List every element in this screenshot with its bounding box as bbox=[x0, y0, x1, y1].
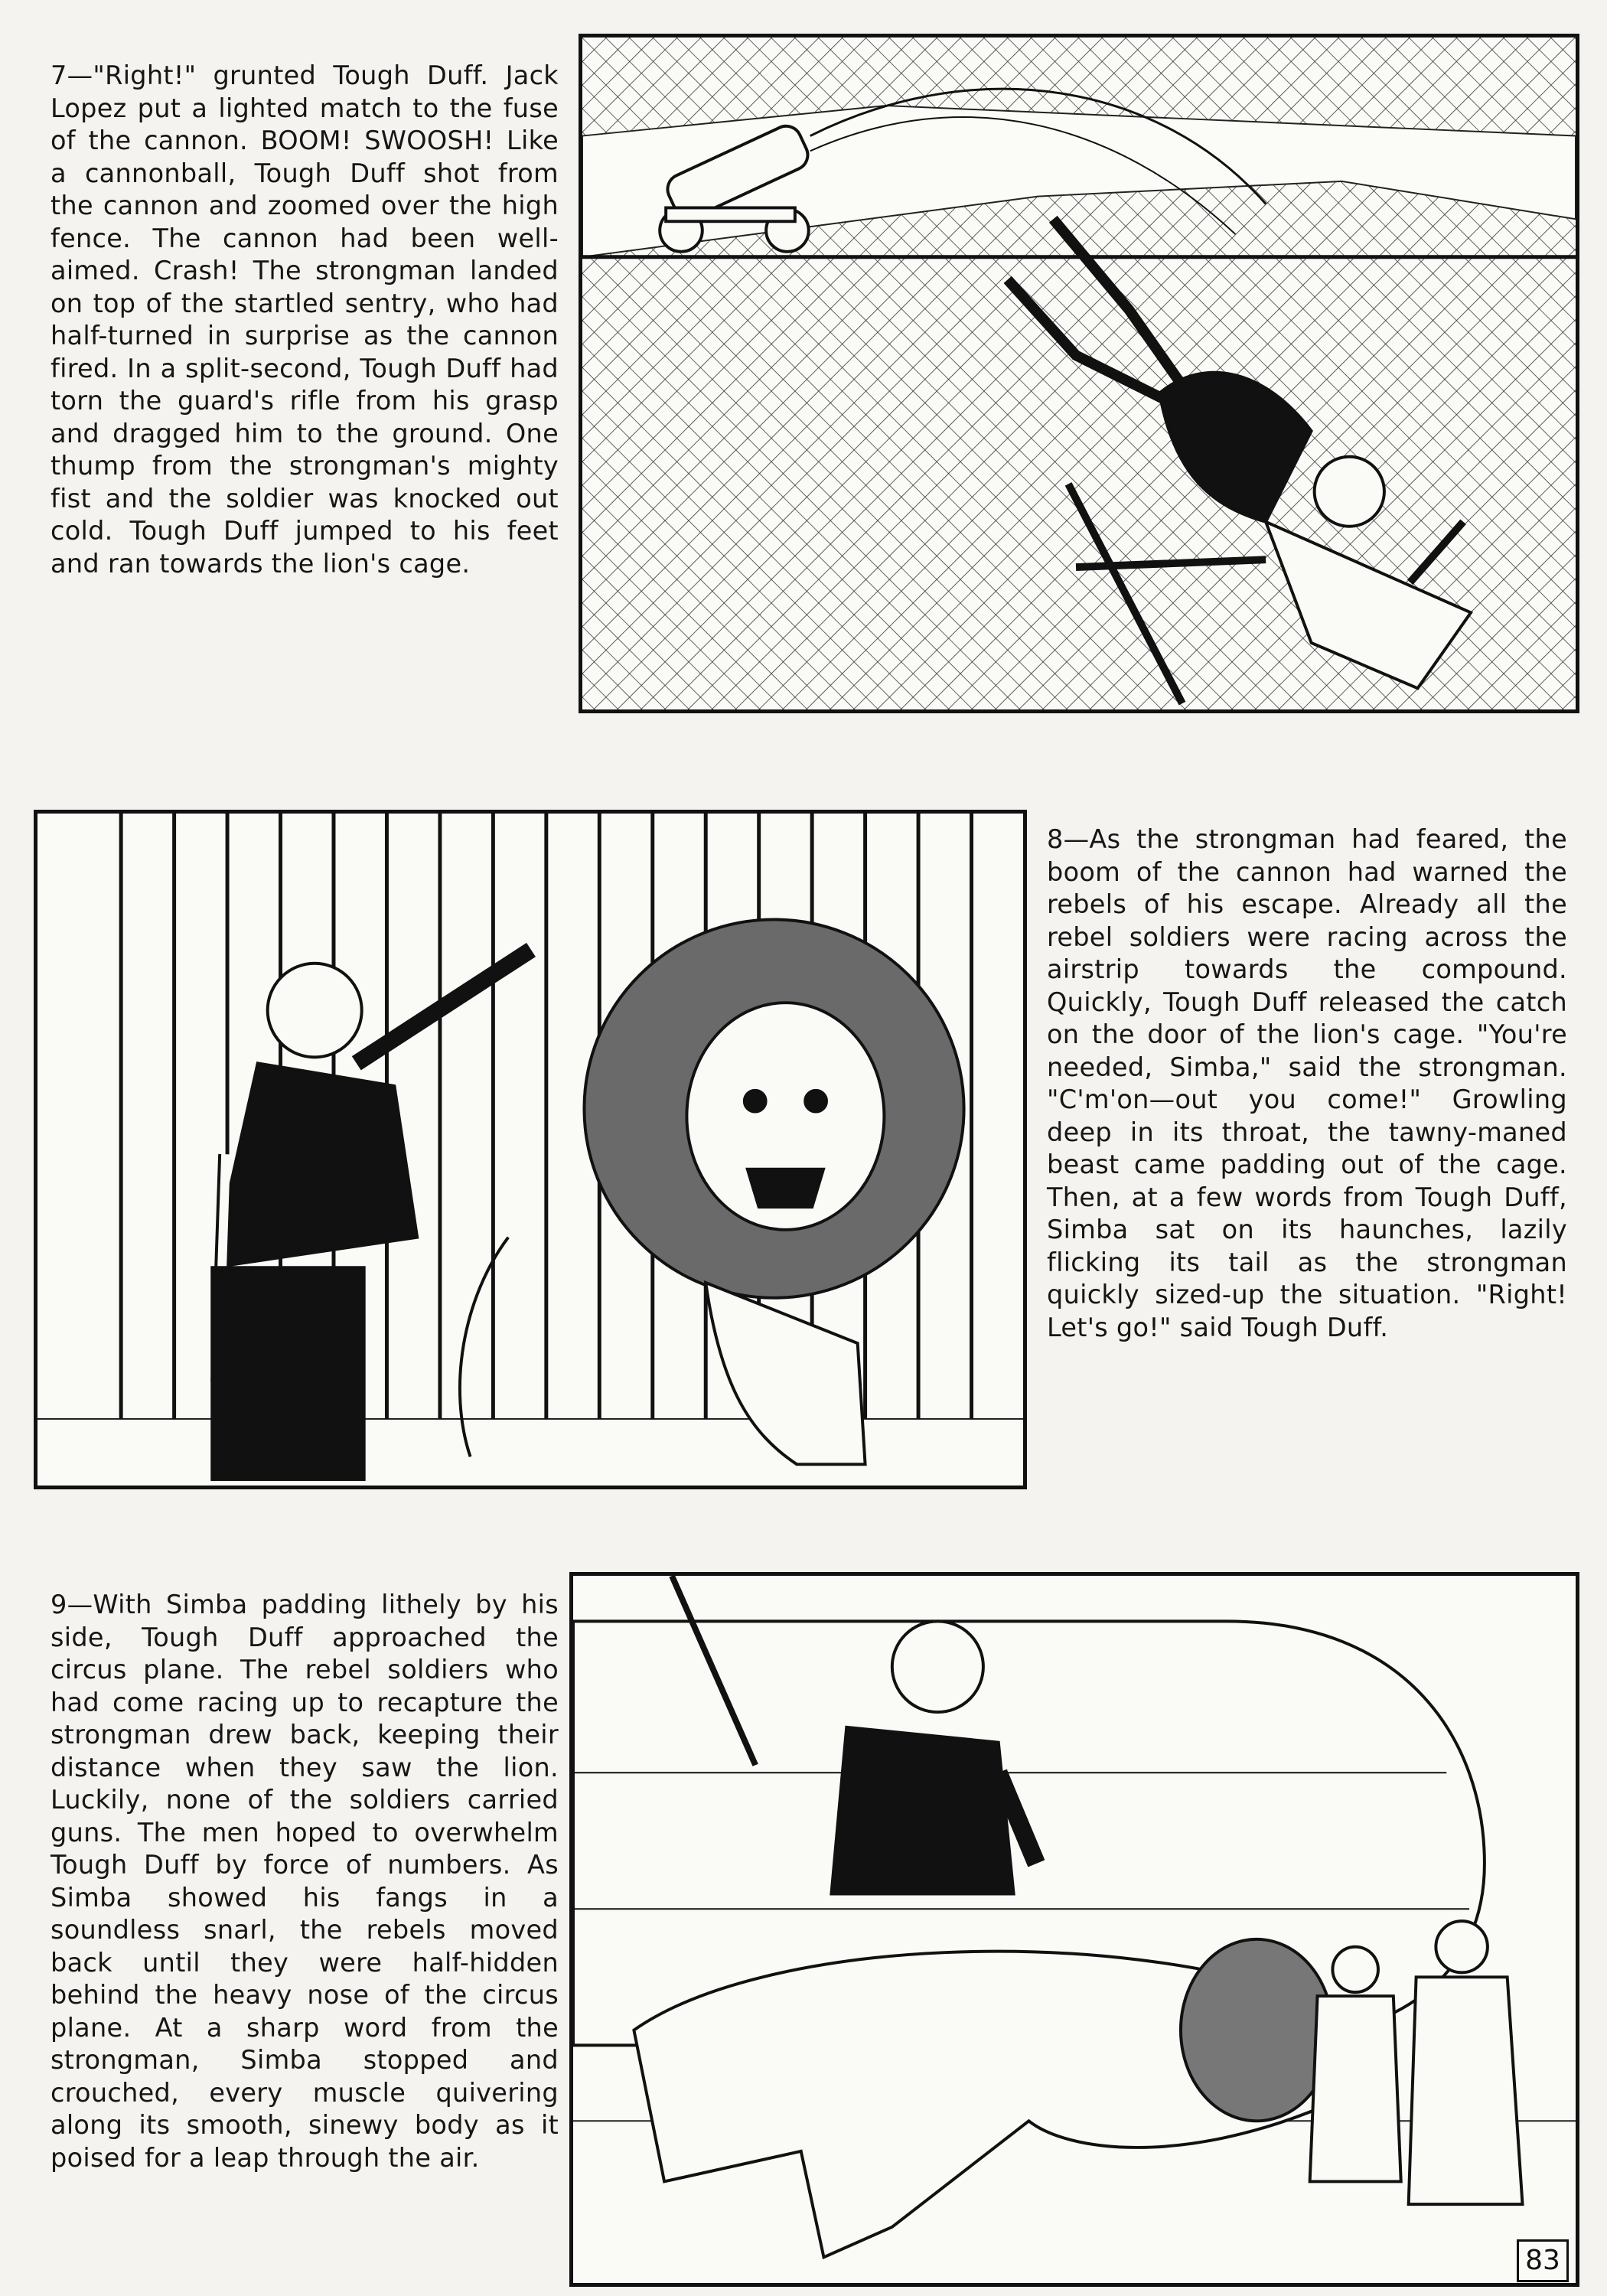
panel-7-illustration bbox=[579, 34, 1579, 713]
panel-8-illustration bbox=[34, 810, 1027, 1489]
panel-8-caption: 8—As the strongman had feared, the boom of the cannon had warned the rebels of his escape. Already all the rebel soldiers were racing across the airstrip towards the compound. Quickly, Tough Duff released the catch on the door of the lion's cage. "You're needed, Simba," said the strongman. "C'm'on—out you come!" Growling deep in its throat, the tawny-maned beast came padding out of the cage. Then, at a few words from Tough Duff, Simba sat on its haunches, lazily flicking its tail as the strongman quickly sized-up the situation. "Right! Let's go!" said Tough Duff. bbox=[1047, 824, 1567, 1342]
panel-9-caption: 9—With Simba padding lithely by his side, Tough Duff approached the circus plane. The rebel soldiers who had come racing up to recapture the strongman drew back, keeping their distance when they saw the lion. Luckily, none of the soldiers carried guns. The men hoped to overwhelm Tough Duff by force of numbers. As Simba showed his fangs in a soundless snarl, the rebels moved back until they were half-hidden behind the heavy nose of the circus plane. At a sharp word from the strongman, Simba stopped and crouched, every muscle quivering along its smooth, sinewy body as it poised for a leap through the air. bbox=[51, 1590, 559, 2173]
page-number: 83 bbox=[1517, 2239, 1569, 2282]
panel-9-illustration bbox=[569, 1572, 1579, 2287]
panel-7-caption: 7—"Right!" grunted Tough Duff. Jack Lopez put a lighted match to the fuse of the cannon. BOOM! SWOOSH! Like a cannonball, Tough Duff shot from the cannon and zoomed over the high fence. The cannon had been well-aimed. Crash! The strongman landed on top of the startled sentry, who had half-turned in surprise as the cannon fired. In a split-second, Tough Duff had torn the guard's rifle from his grasp and dragged him to the ground. One thump from the strongman's mighty fist and the soldier was knocked out cold. Tough Duff jumped to his feet and ran towards the lion's cage. bbox=[51, 60, 559, 579]
